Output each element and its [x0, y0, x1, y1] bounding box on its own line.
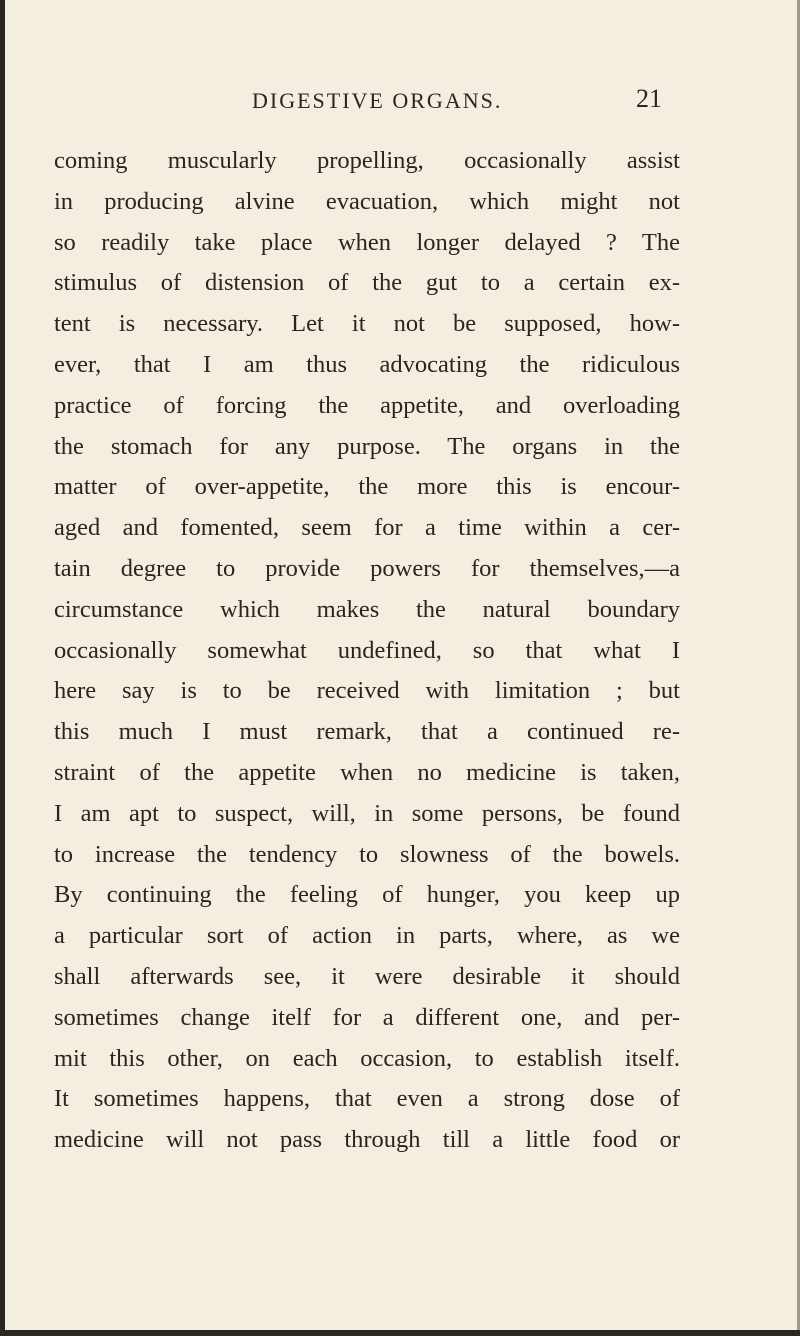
text-line: shall afterwards see, it were desirable it should [54, 962, 680, 990]
text-line: ever, that I am thus advocating the ridiculous [54, 350, 680, 378]
text-line: mit this other, on each occasion, to establish itself. [54, 1044, 680, 1072]
text-line: this much I must remark, that a continued re- [54, 718, 680, 746]
text-line: a particular sort of action in parts, where, as we [54, 922, 680, 950]
text-line: It sometimes happens, that even a strong dose of [54, 1085, 680, 1113]
text-line: in producing alvine evacuation, which might not [54, 187, 680, 215]
text-line: so readily take place when longer delayed ? The [54, 228, 680, 256]
text-line: here say is to be received with limitation ; but [54, 677, 680, 705]
body-text [54, 141, 680, 1161]
text-line: straint of the appetite when no medicine is taken, [54, 758, 680, 786]
page-number: 21 [636, 84, 662, 113]
running-title: DIGESTIVE ORGANS. [252, 88, 503, 113]
text-line: By continuing the feeling of hunger, you keep up [54, 881, 680, 909]
page-bottom-edge-shadow [0, 1330, 800, 1336]
text-line: I am apt to suspect, will, in some persons, be found [54, 799, 680, 827]
text-line: coming muscularly propelling, occasionally assist [54, 147, 680, 174]
text-line: tent is necessary. Let it not be supposed, how- [54, 310, 680, 338]
text-line: practice of forcing the appetite, and overloading [54, 391, 680, 419]
text-line: stimulus of distension of the gut to a certain ex- [54, 269, 680, 297]
text-line: sometimes change itelf for a different one, and per- [54, 1003, 680, 1031]
text-line: occasionally somewhat undefined, so that what I [54, 636, 680, 664]
text-line: matter of over-appetite, the more this is encour- [54, 473, 680, 501]
text-line: the stomach for any purpose. The organs in the [54, 432, 680, 460]
text-line: tain degree to provide powers for themselves,—a [54, 554, 680, 582]
text-line: medicine will not pass through till a little food or [54, 1126, 680, 1154]
text-line: aged and fomented, seem for a time within a cer- [54, 514, 680, 542]
text-line: to increase the tendency to slowness of the bowels. [54, 840, 680, 868]
text-line: circumstance which makes the natural boundary [54, 595, 680, 623]
page-left-edge-shadow [0, 0, 5, 1336]
